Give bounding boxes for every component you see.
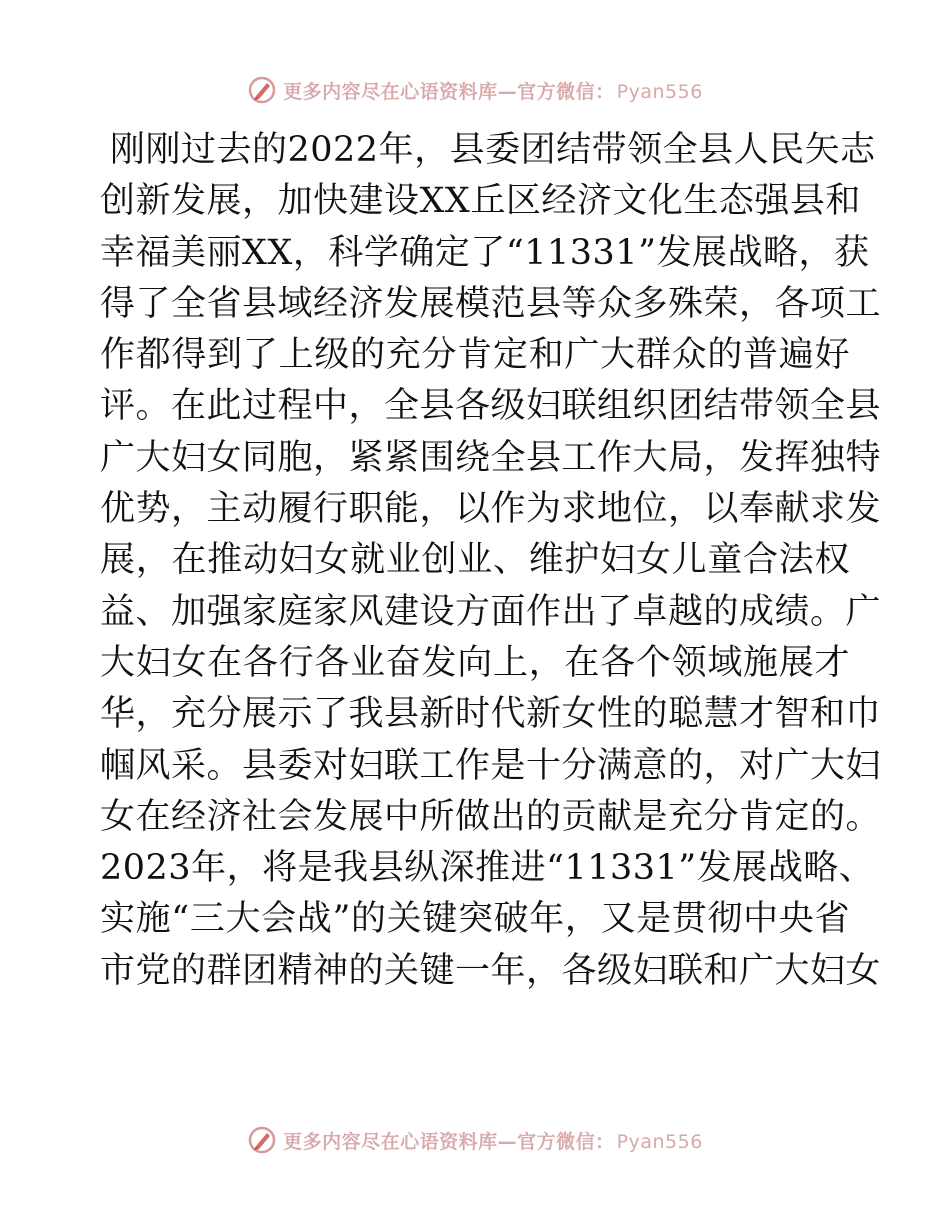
paragraph-line: 实施“三大会战”的关键突破年，又是贯彻中央省 [100,899,850,940]
watermark-label: 更多内容尽在心语资料库—官方微信： [283,1130,615,1153]
watermark-label: 更多内容尽在心语资料库—官方微信： [283,80,615,103]
pen-logo-icon [247,1125,277,1155]
paragraph-line: 广大妇女同胞，紧紧围绕全县工作大局，发挥独特 [100,437,882,478]
watermark-wechat-id: Pyan556 [616,80,703,103]
document-paragraph [100,125,882,997]
paragraph-line: 女在经济社会发展中所做出的贡献是充分肯定的。 [100,796,882,837]
watermark-text [283,1127,703,1154]
paragraph-line: 刚刚过去的2022年，县委团结带领全县人民矢志 [110,130,876,170]
header-watermark [0,70,950,110]
paragraph-line: 展，在推动妇女就业创业、维护妇女儿童合法权 [100,540,850,581]
watermark-wechat-id: Pyan556 [616,1130,703,1153]
footer-watermark [0,1120,950,1160]
watermark-text [283,77,703,104]
paragraph-line: 幸福美丽XX，科学确定了“11331”发展战略，获 [100,232,870,273]
paragraph-line: 益、加强家庭家风建设方面作出了卓越的成绩。广 [100,591,882,632]
paragraph-line: 市党的群团精神的关键一年，各级妇联和广大妇女 [100,950,882,991]
paragraph-line: 大妇女在各行各业奋发向上，在各个领域施展才 [100,642,850,683]
pen-logo-icon [247,75,277,105]
paragraph-line: 帼风采。县委对妇联工作是十分满意的，对广大妇 [100,745,882,786]
paragraph-line: 优势，主动履行职能，以作为求地位，以奉献求发 [100,489,882,530]
paragraph-line: 华，充分展示了我县新时代新女性的聪慧才智和巾 [100,694,882,735]
paragraph-line: 创新发展，加快建设XX丘区经济文化生态强县和 [100,181,861,222]
paragraph-line: 作都得到了上级的充分肯定和广大群众的普遍好 [100,335,850,376]
paragraph-line: 2023年，将是我县纵深推进“11331”发展战略、 [100,848,875,889]
paragraph-line: 得了全省县域经济发展模范县等众多殊荣，各项工 [100,283,882,324]
paragraph-line: 评。在此过程中，全县各级妇联组织团结带领全县 [100,386,882,427]
